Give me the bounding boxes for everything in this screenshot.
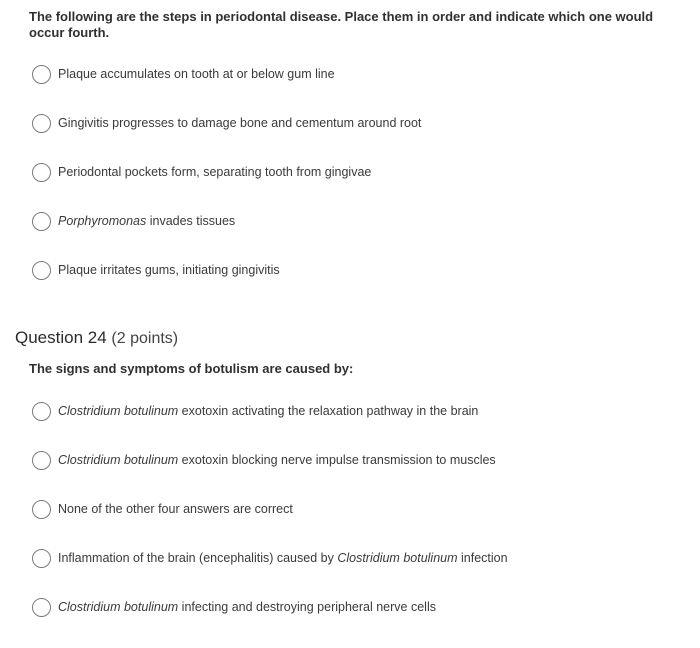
q24-option-4[interactable]: [32, 547, 508, 569]
question-24-heading: [15, 328, 178, 348]
question-23-prompt: The following are the steps in periodontal disease. Place them in order and indicate which one would occur fourth.: [29, 9, 654, 40]
radio-button[interactable]: [32, 261, 51, 280]
q23-option-3[interactable]: [32, 161, 371, 183]
radio-button[interactable]: [32, 212, 51, 231]
option-label[interactable]: Clostridium botulinum exotoxin blocking nerve impulse transmission to muscles: [58, 453, 496, 467]
option-label[interactable]: Gingivitis progresses to damage bone and cementum around root: [58, 116, 422, 130]
italic-species-name: Clostridium botulinum: [58, 453, 179, 467]
italic-species-name: Clostridium botulinum: [337, 551, 458, 565]
q23-option-5[interactable]: [32, 259, 280, 281]
q24-option-5[interactable]: [32, 596, 436, 618]
radio-button[interactable]: [32, 598, 51, 617]
q24-option-2[interactable]: [32, 449, 496, 471]
italic-genus-name: Porphyromonas: [58, 214, 147, 228]
radio-button[interactable]: [32, 114, 51, 133]
option-label[interactable]: None of the other four answers are correct: [58, 502, 293, 516]
option-label[interactable]: Periodontal pockets form, separating tooth from gingivae: [58, 165, 372, 179]
italic-species-name: Clostridium botulinum: [58, 600, 179, 614]
q23-option-4[interactable]: [32, 210, 235, 232]
q24-option-1[interactable]: [32, 400, 478, 422]
question-number: Question 24: [15, 328, 107, 347]
option-label[interactable]: Plaque accumulates on tooth at or below gum line: [58, 67, 335, 81]
radio-button[interactable]: [32, 500, 51, 519]
radio-button[interactable]: [32, 451, 51, 470]
q24-option-3[interactable]: [32, 498, 293, 520]
radio-button[interactable]: [32, 549, 51, 568]
radio-button[interactable]: [32, 163, 51, 182]
radio-button[interactable]: [32, 402, 51, 421]
italic-species-name: Clostridium botulinum: [58, 404, 179, 418]
option-label[interactable]: Plaque irritates gums, initiating gingivitis: [58, 263, 280, 277]
q23-option-2[interactable]: [32, 112, 421, 134]
option-label[interactable]: Inflammation of the brain (encephalitis) caused by Clostridium botulinum infection: [58, 551, 508, 565]
radio-button[interactable]: [32, 65, 51, 84]
option-label[interactable]: Clostridium botulinum infecting and destroying peripheral nerve cells: [58, 600, 436, 614]
q23-option-1[interactable]: [32, 63, 335, 85]
option-label[interactable]: Porphyromonas invades tissues: [58, 214, 236, 228]
question-points: (2 points): [111, 330, 179, 347]
question-24-prompt: The signs and symptoms of botulism are caused by:: [29, 361, 354, 376]
option-label[interactable]: Clostridium botulinum exotoxin activating the relaxation pathway in the brain: [58, 404, 479, 418]
